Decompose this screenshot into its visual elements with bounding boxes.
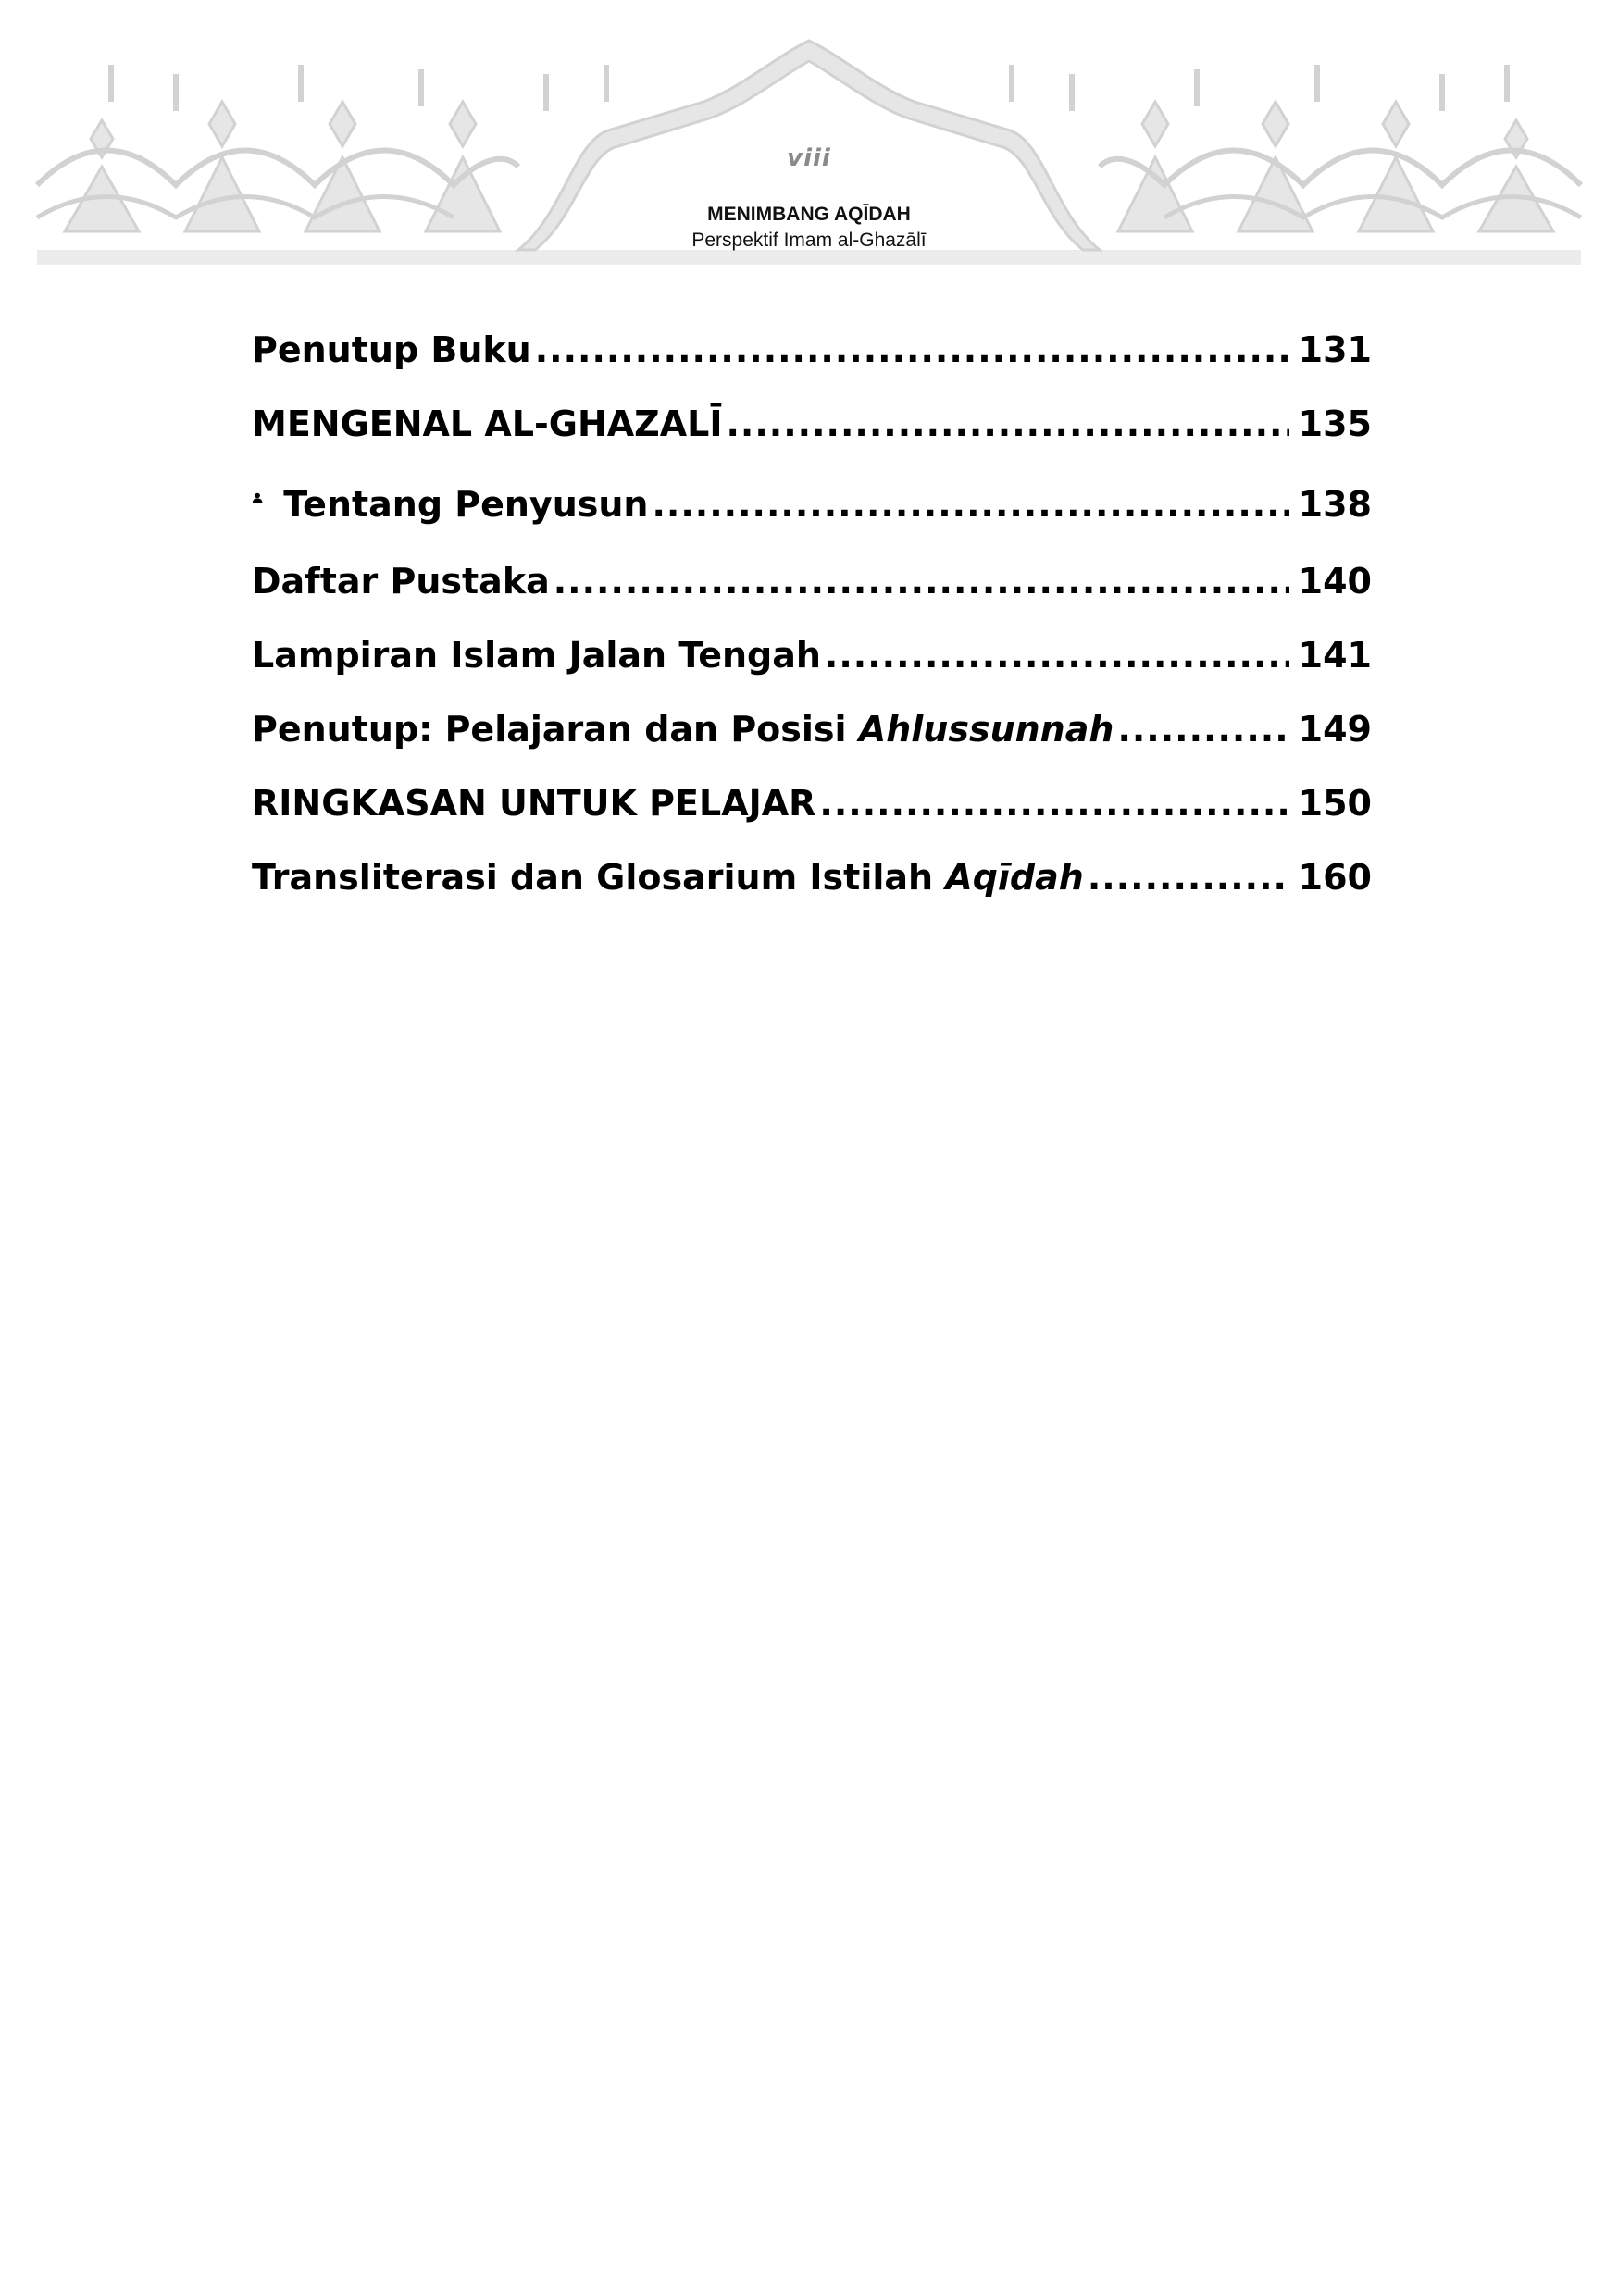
toc-entry-page: 141	[1298, 635, 1372, 676]
toc-entry-title-text: Transliterasi dan Glosarium Istilah	[252, 857, 946, 898]
toc-entry-page: 140	[1298, 561, 1372, 602]
toc-entry[interactable]	[252, 709, 1372, 783]
toc-entry-title-text: Penutup: Pelajaran dan Posisi	[252, 709, 859, 750]
toc-entry-title	[252, 709, 1114, 750]
toc-entry-title-italic: Ahlussunnah	[858, 709, 1114, 750]
book-title: MENIMBANG AQĪDAH	[707, 204, 911, 225]
toc-entry[interactable]	[252, 857, 1372, 931]
toc-leader-dots	[819, 783, 1288, 824]
toc-entry-title-italic: Aqīdah	[945, 857, 1084, 898]
toc-entry[interactable]	[252, 403, 1372, 478]
toc-entry-page: 150	[1298, 783, 1372, 824]
toc-entry[interactable]	[252, 561, 1372, 635]
toc-entry-title: Daftar Pustaka	[252, 561, 550, 602]
toc-entry-title: Penutup Buku	[252, 329, 531, 370]
toc-leader-dots	[1088, 857, 1289, 898]
toc-entry-title: Lampiran Islam Jalan Tengah	[252, 635, 821, 676]
page-number: viii	[787, 144, 831, 172]
toc-entry-title: Tentang Penyusun	[283, 484, 649, 525]
toc-entry-page: 135	[1298, 403, 1372, 444]
book-subtitle: Perspektif Imam al-Ghazālī	[691, 230, 927, 251]
person-icon	[252, 479, 263, 516]
toc-leader-dots	[535, 329, 1289, 370]
toc-leader-dots	[554, 561, 1289, 602]
toc-entry[interactable]	[252, 329, 1372, 403]
toc-entry[interactable]	[252, 783, 1372, 857]
toc-leader-dots	[1117, 709, 1288, 750]
toc-entry[interactable]	[252, 635, 1372, 709]
table-of-contents	[252, 329, 1372, 931]
toc-entry-page: 138	[1298, 484, 1372, 525]
toc-entry-page: 131	[1298, 329, 1372, 370]
toc-entry-title: RINGKASAN UNTUK PELAJAR	[252, 783, 816, 824]
toc-entry-page: 149	[1298, 709, 1372, 750]
toc-entry[interactable]	[252, 478, 1372, 561]
toc-leader-dots	[652, 484, 1288, 525]
toc-entry-title: MENGENAL AL-GHAZALĪ	[252, 403, 723, 444]
toc-leader-dots	[825, 635, 1289, 676]
toc-leader-dots	[727, 403, 1289, 444]
toc-entry-title	[252, 857, 1084, 898]
toc-entry-page: 160	[1298, 857, 1372, 898]
